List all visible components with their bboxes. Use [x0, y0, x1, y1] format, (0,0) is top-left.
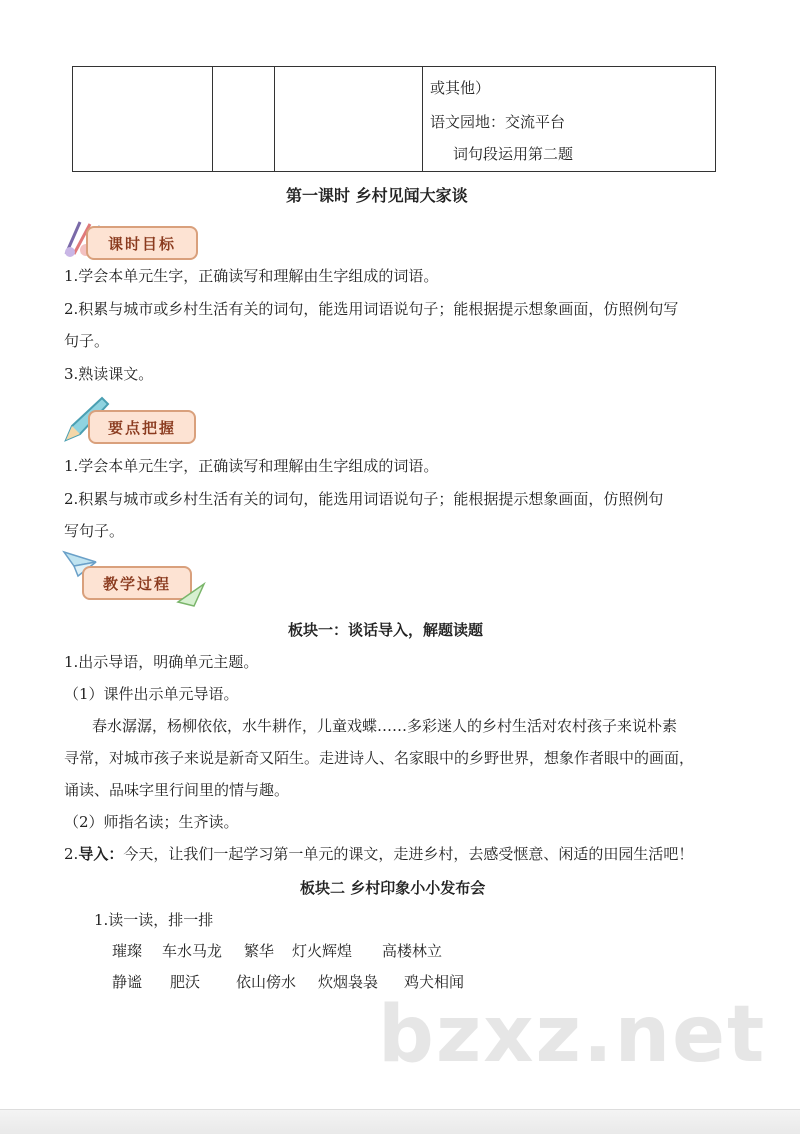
- schedule-table: [72, 66, 716, 172]
- block1-heading: 板块一：谈话导入，解题读题: [288, 621, 484, 639]
- paragraph-text: 今天，让我们一起学习第一单元的课文，走进乡村，去感受惬意、闲适的田园生活吧！: [123, 845, 694, 863]
- table-cell-line: 词句段运用第二题: [453, 145, 574, 163]
- lesson-title: 第一课时 乡村见闻大家谈: [286, 186, 468, 205]
- goal-line: 1.学会本单元生字，正确读写和理解由生字组成的词语。: [64, 267, 439, 285]
- paragraph-line: （1）课件出示单元导语。: [64, 685, 239, 703]
- paragraph-line: 1.出示导语，明确单元主题。: [64, 653, 259, 671]
- section-badge-process: 教学过程: [82, 566, 192, 600]
- word-item: 肥沃: [170, 973, 201, 991]
- word-item: 灯火辉煌: [292, 942, 353, 960]
- paragraph-line: 诵读、品味字里行间里的情与趣。: [64, 781, 290, 799]
- word-item: 依山傍水: [236, 973, 297, 991]
- paragraph-line: [64, 844, 693, 864]
- paper-plane-icon: [176, 582, 206, 608]
- table-cell-line: 语文园地：交流平台: [430, 113, 566, 131]
- word-item: 炊烟袅袅: [318, 973, 379, 991]
- goal-line: 3.熟读课文。: [64, 365, 154, 383]
- watermark-text: bzxz.net: [378, 990, 767, 1080]
- paragraph-line: 1.读一读，排一排: [94, 911, 214, 929]
- paragraph-line: 春水潺潺，杨柳依依，水牛耕作，儿童戏蝶……多彩迷人的乡村生活对农村孩子来说朴素: [92, 717, 678, 735]
- table-cell: [213, 67, 275, 171]
- word-item: 鸡犬相闻: [404, 973, 465, 991]
- word-item: 璀璨: [112, 942, 143, 960]
- table-cell: [73, 67, 213, 171]
- word-item: 静谧: [112, 973, 143, 991]
- key-point-line: 1.学会本单元生字，正确读写和理解由生字组成的词语。: [64, 457, 439, 475]
- paragraph-line: 寻常，对城市孩子来说是新奇又陌生。走进诗人、名家眼中的乡野世界，想象作者眼中的画面，: [64, 749, 695, 767]
- section-badge-key-points: 要点把握: [88, 410, 196, 444]
- section-badge-goals: 课时目标: [86, 226, 198, 260]
- goal-line: 2.积累与城市或乡村生活有关的词句，能选用词语说句子；能根据提示想象画面，仿照例句写: [64, 300, 679, 318]
- goal-line: 句子。: [64, 332, 110, 350]
- word-item: 繁华: [244, 942, 275, 960]
- paragraph-line: （2）师指名读；生齐读。: [64, 813, 239, 831]
- key-point-line: 2.积累与城市或乡村生活有关的词句，能选用词语说句子；能根据提示想象画面，仿照例句: [64, 490, 664, 508]
- word-item: 车水马龙: [162, 942, 223, 960]
- page-bottom-edge: [0, 1109, 800, 1134]
- block2-heading: 板块二 乡村印象小小发布会: [300, 879, 486, 897]
- lead-in-label: 导入：: [78, 845, 124, 863]
- key-point-line: 写句子。: [64, 522, 125, 540]
- word-item: 高楼林立: [382, 942, 443, 960]
- table-cell: [275, 67, 423, 171]
- paragraph-number: 2.: [64, 845, 79, 863]
- table-cell: [423, 67, 715, 171]
- table-cell-line: 或其他）: [430, 79, 491, 97]
